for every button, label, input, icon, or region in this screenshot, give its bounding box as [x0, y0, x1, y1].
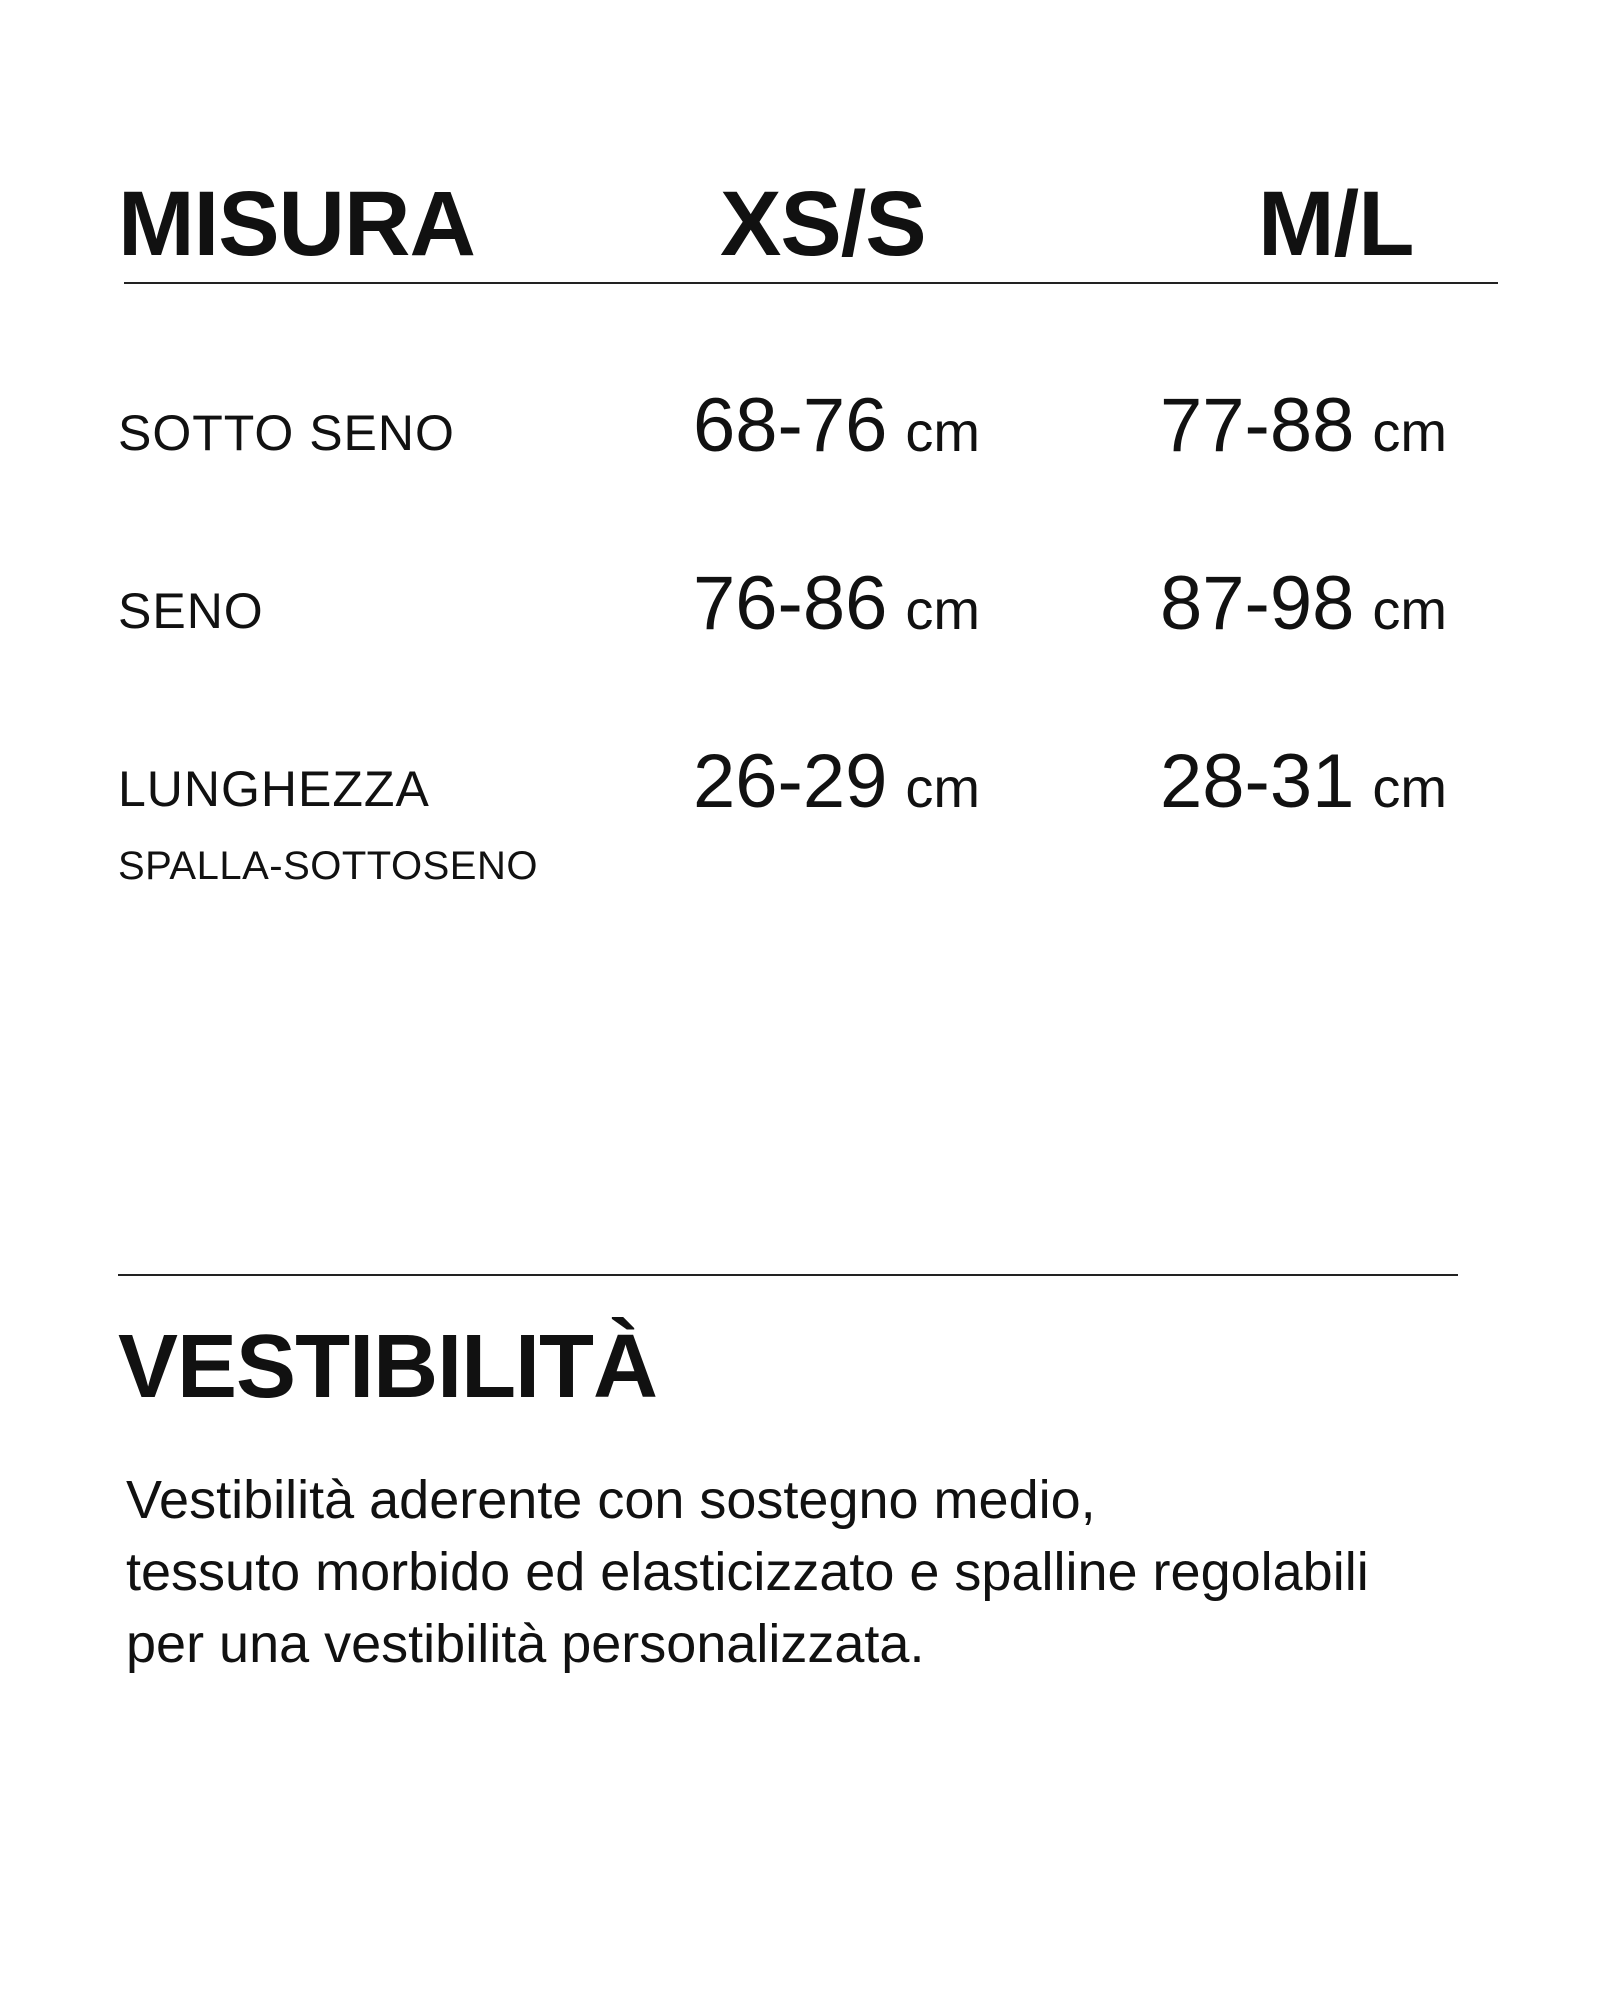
header-measure: MISURA [118, 173, 475, 275]
value-unit: cm [1372, 400, 1448, 463]
fit-description [126, 1464, 1369, 1680]
fit-line: Vestibilità aderente con sostegno medio, [126, 1470, 1096, 1530]
value-seno-xs-s [693, 561, 981, 646]
row-label-sotto-seno: SOTTO SENO [118, 405, 455, 461]
value-lunghezza-xs-s [693, 739, 981, 824]
header-size-m-l: M/L [1258, 173, 1414, 275]
fit-line: per una vestibilità personalizzata. [126, 1614, 925, 1674]
value-number: 87-98 [1160, 561, 1355, 646]
value-unit: cm [905, 756, 981, 819]
value-seno-m-l [1160, 561, 1448, 646]
fit-title: VESTIBILITÀ [118, 1317, 658, 1417]
row-label-seno: SENO [118, 583, 264, 639]
fit-divider [118, 1274, 1458, 1276]
row-label-lunghezza: LUNGHEZZA [118, 761, 430, 817]
value-unit: cm [1372, 578, 1448, 641]
value-number: 28-31 [1160, 739, 1355, 824]
value-number: 26-29 [693, 739, 888, 824]
value-number: 68-76 [693, 383, 888, 468]
header-divider [124, 282, 1498, 284]
header-size-xs-s: XS/S [720, 173, 926, 275]
value-lunghezza-m-l [1160, 739, 1448, 824]
value-number: 77-88 [1160, 383, 1355, 468]
value-sotto-seno-m-l [1160, 383, 1448, 468]
value-sotto-seno-xs-s [693, 383, 981, 468]
fit-line: tessuto morbido ed elasticizzato e spalline regolabili [126, 1542, 1369, 1602]
value-unit: cm [905, 400, 981, 463]
value-unit: cm [905, 578, 981, 641]
value-unit: cm [1372, 756, 1448, 819]
row-sublabel-spalla-sottoseno: SPALLA-SOTTOSENO [118, 844, 538, 888]
value-number: 76-86 [693, 561, 888, 646]
